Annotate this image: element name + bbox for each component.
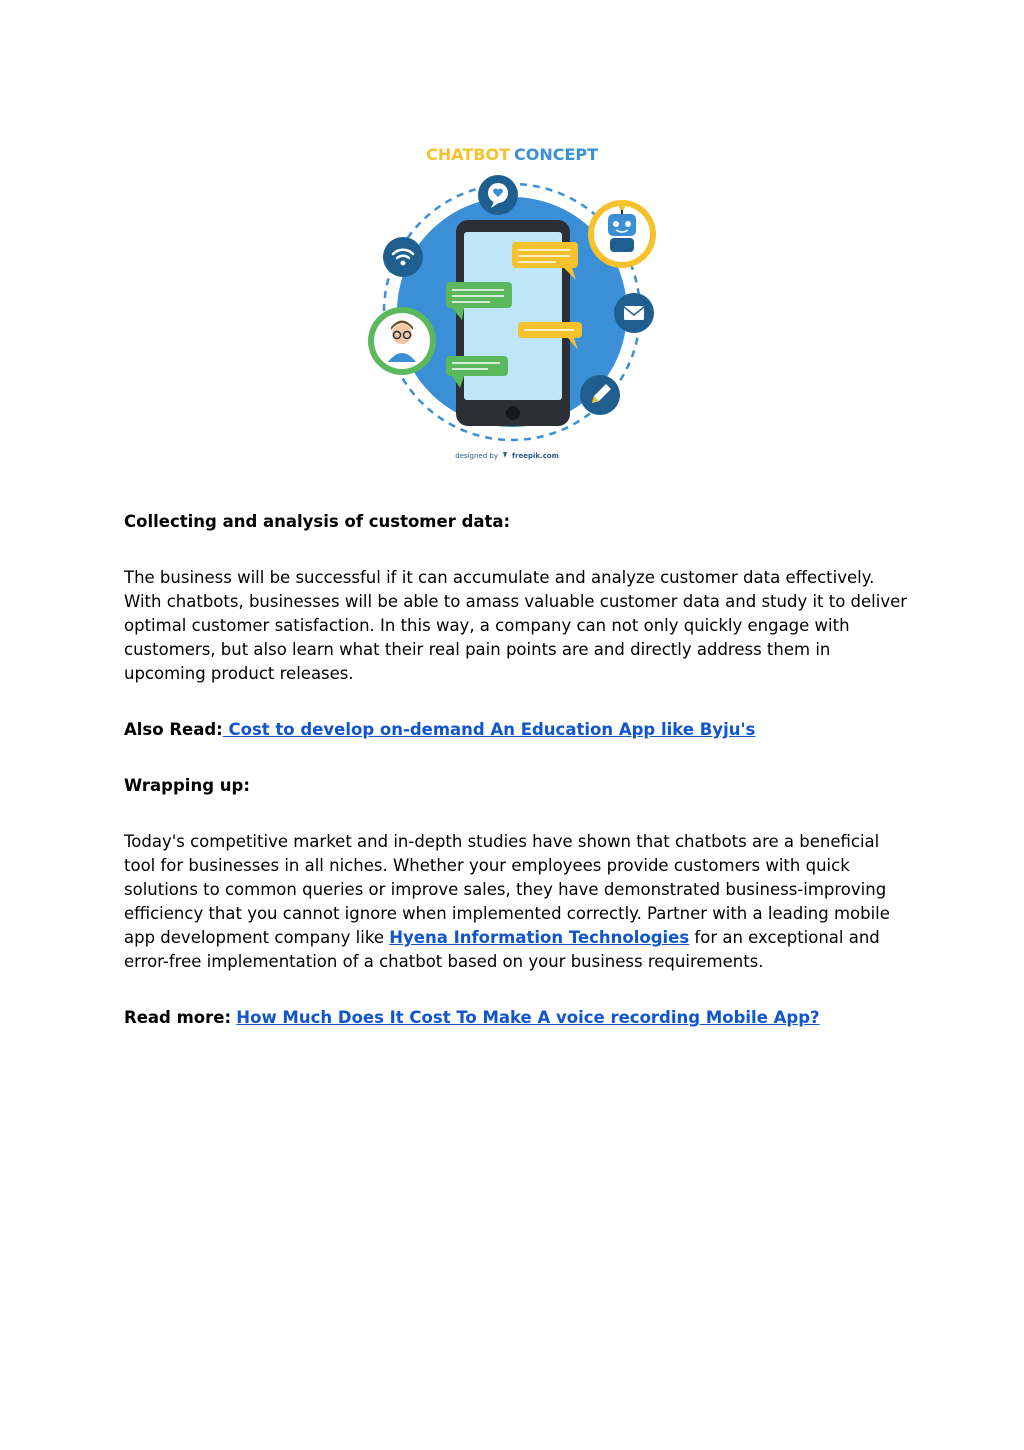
read-more-link[interactable]: How Much Does It Cost To Make A voice recording Mobile App? bbox=[236, 1008, 820, 1027]
wrapping-paragraph bbox=[124, 830, 914, 974]
illustration-credit-brand: freepik.com bbox=[512, 452, 559, 460]
hyena-information-technologies-link[interactable]: Hyena Information Technologies bbox=[389, 928, 690, 947]
wrapping-text-part1: Today's competitive market and in-depth studies have shown that chatbots are a beneficial tool for businesses in all niches. Whether your employees provide customers with quick solutions to common queries or improve sales, they have demonstrated business-improving efficiency that you cannot ignore when implemented correctly. Partner with a leading mobile app development company like bbox=[124, 832, 890, 947]
human-avatar-icon bbox=[368, 307, 436, 375]
wrapping-heading: Wrapping up: bbox=[124, 776, 250, 795]
also-read-line bbox=[124, 718, 914, 742]
illustration-title-part1: CHATBOT bbox=[426, 145, 510, 164]
freepik-logo-icon bbox=[503, 452, 507, 458]
also-read-link[interactable]: Cost to develop on-demand An Education App like Byju's bbox=[222, 720, 756, 739]
mail-icon bbox=[614, 293, 654, 333]
illustration-title-part2: CONCEPT bbox=[514, 145, 599, 164]
phone-home-button bbox=[506, 406, 520, 420]
collecting-paragraph: The business will be successful if it can accumulate and analyze customer data effectively. With chatbots, businesses will be able to amass valuable customer data and study it to deliver optimal customer satisfaction. In this way, a company can not only quickly engage with customers, but also learn what their real pain points are and directly address them in upcoming product releases. bbox=[124, 568, 908, 683]
wrapping-text-part2: for an exceptional and error-free implementation of a chatbot based on your business requirements. bbox=[124, 928, 880, 971]
collecting-heading: Collecting and analysis of customer data: bbox=[124, 512, 511, 531]
document-content bbox=[124, 510, 914, 1030]
read-more-label: Read more: bbox=[124, 1008, 232, 1027]
wifi-icon bbox=[383, 237, 423, 277]
read-more-line bbox=[124, 1006, 914, 1030]
robot-avatar-icon bbox=[588, 200, 656, 268]
chatbot-concept-illustration bbox=[360, 130, 670, 470]
chatbot-illustration-svg bbox=[360, 130, 670, 470]
pencil-icon bbox=[580, 375, 620, 415]
heart-chat-icon bbox=[478, 175, 518, 215]
also-read-label: Also Read: bbox=[124, 720, 223, 739]
illustration-credit: designed by bbox=[455, 452, 498, 460]
